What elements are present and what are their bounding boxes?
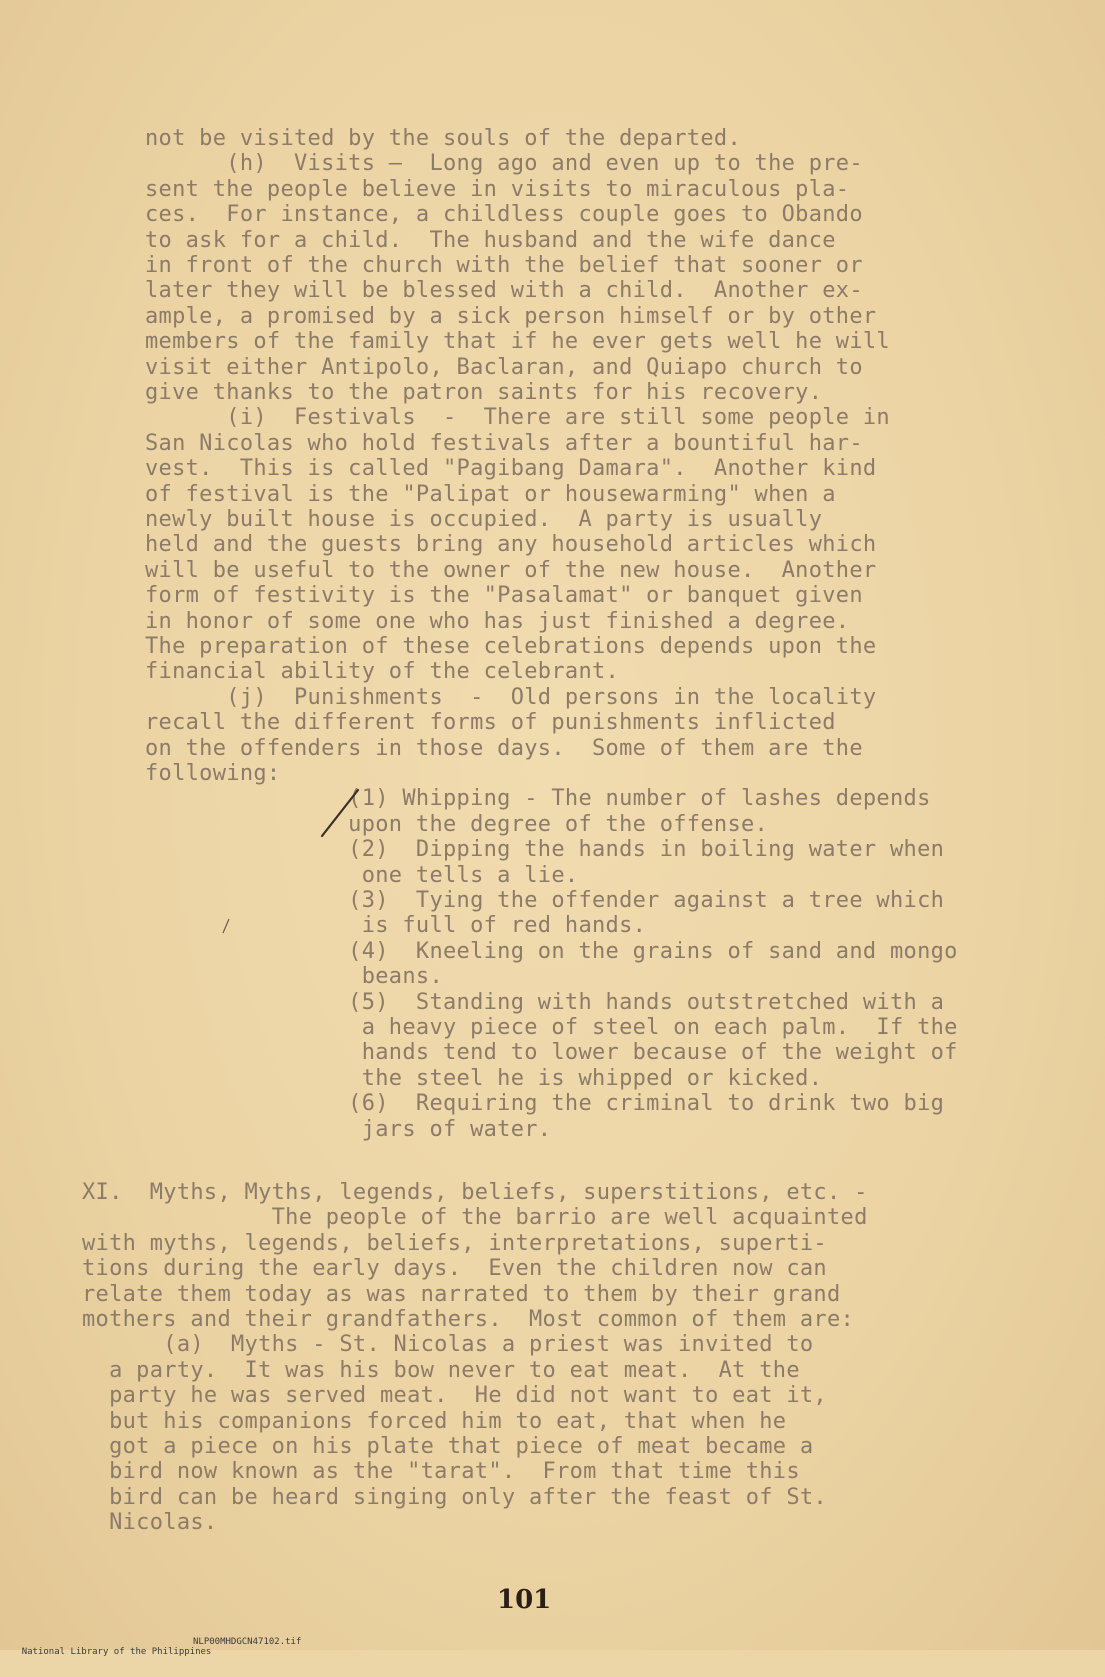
text-line: later they will be blessed with a child. Another ex- xyxy=(145,278,863,304)
text-line: got a piece on his plate that piece of meat became a xyxy=(82,1434,814,1459)
file-name: NLP00MHDGCN47102.tif xyxy=(193,1637,302,1647)
text-line: relate them today as was narrated to them by their grand xyxy=(82,1281,841,1307)
text-line: visit either Antipolo, Baclaran, and Quiapo church to xyxy=(145,354,863,380)
text-line: of festival is the "Palipat or housewarming" when a xyxy=(145,481,836,507)
text-line: The preparation of these celebrations depends upon the xyxy=(145,634,877,659)
text-line: mothers and their grandfathers. Most common of them are: xyxy=(82,1307,855,1332)
text-line: members of the family that if he ever gets well he will xyxy=(145,329,890,355)
text-line: not be visited by the souls of the departed. xyxy=(145,126,741,151)
text-line: bird now known as the "tarat". From that time this xyxy=(82,1459,800,1485)
text-line: on the offenders in those days. Some of them are the xyxy=(145,735,863,761)
pen-check-mark xyxy=(320,788,360,840)
text-line: XI. Myths, Myths, legends, beliefs, superstitions, etc. - xyxy=(82,1180,868,1205)
text-line: a heavy piece of steel on each palm. If the xyxy=(145,1015,958,1040)
text-line: recall the different forms of punishments inflicted xyxy=(145,710,836,736)
text-line: the steel he is whipped or kicked. xyxy=(145,1065,823,1091)
text-line: ces. For instance, a childless couple goes to Obando xyxy=(145,202,863,228)
text-line: upon the degree of the offense. xyxy=(145,811,769,837)
scan-footer xyxy=(0,1637,302,1677)
text-line: San Nicolas who hold festivals after a bountiful har- xyxy=(145,430,863,456)
text-line: (5) Standing with hands outstretched with a xyxy=(145,989,945,1015)
text-line: (j) Punishments - Old persons in the locality xyxy=(145,684,877,710)
text-line: party he was served meat. He did not want to eat it, xyxy=(82,1383,827,1409)
text-line: tions during the early days. Even the children now can xyxy=(82,1256,827,1282)
text-line: sent the people believe in visits to miraculous pla- xyxy=(145,176,850,202)
text-line: form of festivity is the "Pasalamat" or banquet given xyxy=(145,583,863,609)
text-line: in front of the church with the belief that sooner or xyxy=(145,253,863,278)
text-line: hands tend to lower because of the weight of xyxy=(145,1040,958,1066)
page-number: 101 xyxy=(497,1585,552,1615)
text-line: give thanks to the patron saints for his recovery. xyxy=(145,380,823,405)
text-line: will be useful to the owner of the new house. Another xyxy=(145,557,877,583)
text-line: is full of red hands. xyxy=(145,913,647,939)
text-line: (2) Dipping the hands in boiling water when xyxy=(145,837,945,863)
pen-stroke-mark xyxy=(222,918,230,934)
text-line: in honor of some one who has just finished a degree. xyxy=(145,608,850,634)
text-line: vest. This is called "Pagibang Damara". Another kind xyxy=(145,456,877,482)
text-line: (3) Tying the offender against a tree which xyxy=(145,888,945,913)
text-line: but his companions forced him to eat, that when he xyxy=(82,1408,787,1434)
text-line: The people of the barrio are well acquainted xyxy=(82,1205,868,1231)
text-line: following: xyxy=(145,761,281,786)
text-line: Nicolas. xyxy=(82,1510,218,1536)
text-line: ample, a promised by a sick person himself or by other xyxy=(145,303,877,329)
text-line: (1) Whipping - The number of lashes depends xyxy=(145,786,931,812)
text-line: with myths, legends, beliefs, interpretations, superti- xyxy=(82,1230,827,1256)
text-line: beans. xyxy=(145,964,443,990)
library-credit: National Library of the Philippines xyxy=(21,1647,212,1657)
text-line: (h) Visits – Long ago and even up to the pre- xyxy=(145,151,863,177)
text-line: jars of water. xyxy=(145,1116,552,1142)
text-line: a party. It was his bow never to eat meat. At the xyxy=(82,1357,800,1383)
text-line: bird can be heard singing only after the feast of St. xyxy=(82,1484,827,1510)
text-line: one tells a lie. xyxy=(145,862,579,888)
text-line: (6) Requiring the criminal to drink two big xyxy=(145,1091,945,1117)
text-line: (i) Festivals - There are still some people in xyxy=(145,405,890,431)
text-line: held and the guests bring any household articles which xyxy=(145,532,877,558)
text-line: financial ability of the celebrant. xyxy=(145,659,620,685)
text-line: newly built house is occupied. A party is usually xyxy=(145,507,823,532)
text-line: (a) Myths - St. Nicolas a priest was invited to xyxy=(82,1332,814,1358)
text-line: (4) Kneeling on the grains of sand and mongo xyxy=(145,938,958,964)
text-line: to ask for a child. The husband and the wife dance xyxy=(145,227,836,253)
